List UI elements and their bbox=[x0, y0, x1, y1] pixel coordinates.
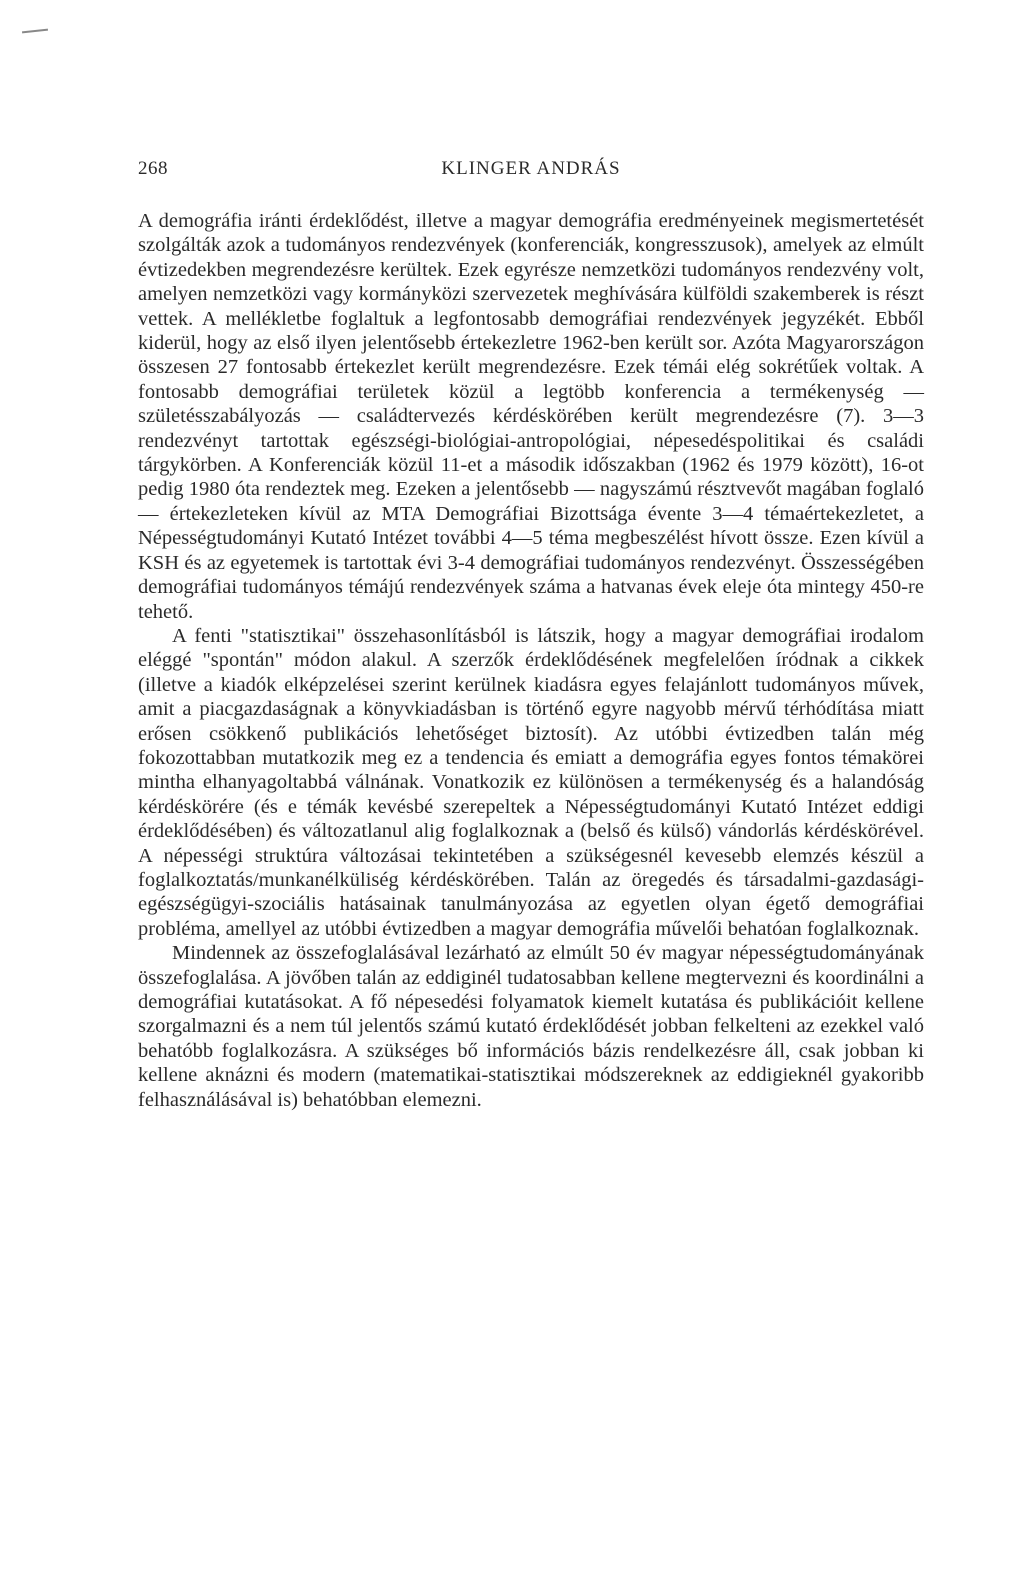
paragraph-literature: A fenti "statisztikai" összehasonlításból is látszik, hogy a magyar demográfiai irodalom eléggé "spontán" módon alakul. A szerzők érdeklődésének megfelelően íródnak a cikkek (illetve a kiadók elképzelései szerint kerülnek kiadásra egyes felajánlott tudományos művek, amit a piacgazdaságnak a könyvkiadásban is történő egyre nagyobb mérvű térhódítása miatt erősen csökkenő publikációs lehetőséget biztosít). Az utóbbi évtizedben talán még fokozottabban mutatkozik meg ez a tendencia és emiatt a demográfia egyes fontos témakörei mintha elhanyagoltabbá válnának. Vonatkozik ez különösen a termékenység és a halandóság kérdéskörére (és e témák kevésbé szerepeltek a Népességtudományi Kutató Intézet eddigi érdeklődésében) és változatlanul alig foglalkoznak a (belső és külső) vándorlás kérdéskörével. A népességi struktúra változásai tekintetében a szükségesnél kevesebb elemzés készül a foglalkoztatás/munkanélküliség kérdéskörében. Talán az öregedés és társadalmi-gazdasági-egészségügyi-szociális hatásainak tanulmányozása az egyetlen olyan égető demográfiai probléma, amellyel az utóbbi évtizedben a magyar demográfia művelői behatóan foglalkoznak. bbox=[138, 624, 924, 940]
scan-mark bbox=[22, 29, 48, 34]
body-text bbox=[138, 209, 924, 1112]
paragraph-conferences: A demográfia iránti érdeklődést, illetve a magyar demográfia eredményeinek megismertetését szolgálták azok a tudományos rendezvények (konferenciák, kongresszusok), amelyek az elmúlt évtizedekben megrendezésre kerültek. Ezek egyrésze nemzetközi tudományos rendezvény volt, amelyen nemzetközi vagy kormányközi szervezetek meghívására külföldi szakemberek is részt vettek. A mellékletbe foglaltuk a legfontosabb demográfiai rendezvények jegyzékét. Ebből kiderül, hogy az első ilyen jelentősebb értekezletre 1962-ben került sor. Azóta Magyarországon összesen 27 fontosabb értekezlet került megrendezésre. Ezek témái elég sokrétűek voltak. A fontosabb demográfiai területek közül a legtöbb konferencia a termékenység — születésszabályozás — családtervezés kérdéskörében került megrendezésre (7). 3—3 rendezvényt tartottak egészségi-biológiai-antropológiai, népesedéspolitikai és családi tárgykörben. A Konferenciák közül 11-et a második időszakban (1962 és 1979 között), 16-ot pedig 1980 óta rendeztek meg. Ezeken a jelentősebb — nagyszámú résztvevőt magában foglaló — értekezleteken kívül az MTA Demográfiai Bizottsága évente 3—4 témaértekezletet, a Népességtudományi Kutató Intézet további 4—5 téma megbeszélést hívott össze. Ezen kívül a KSH és az egyetemek is tartottak évi 3-4 demográfiai tudományos rendezvényt. Összességében demográfiai tudományos témájú rendezvények száma a hatvanas évek eleje óta mintegy 450-re tehető. bbox=[138, 210, 924, 623]
running-title: KLINGER ANDRÁS bbox=[441, 158, 621, 179]
paragraph-summary: Mindennek az összefoglalásával lezárható az elmúlt 50 év magyar népességtudományának összefoglalása. A jövőben talán az eddiginél tudatosabban kellene megtervezni és koordinálni a demográfiai kutatásokat. A fő népesedési folyamatok kiemelt kutatása és publikációit kellene szorgalmazni és a nem túl jelentős számú kutató érdeklődését jobban felkelteni az ezekkel való behatóbb foglalkozásra. A szükséges bő információs bázis rendelkezésre áll, csak jobban ki kellene aknázni és modern (matematikai-statisztikai módszereknek az eddigieknél gyakoribb felhasználásával is) behatóbban elemezni. bbox=[138, 942, 924, 1111]
page-number: 268 bbox=[138, 158, 168, 179]
running-header bbox=[138, 158, 924, 184]
